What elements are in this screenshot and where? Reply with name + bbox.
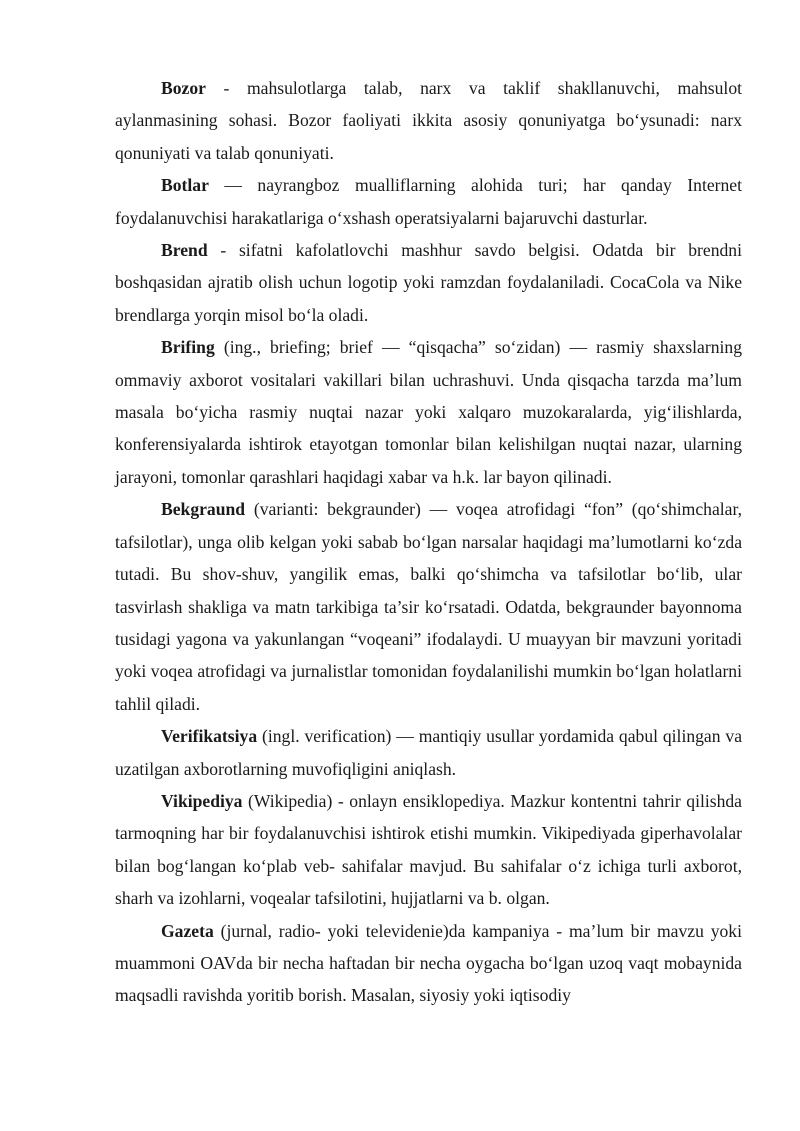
term-brend: Brend: [161, 240, 208, 261]
definition-botlar: — nayrangboz mualliflarning alohida turi; har qanday Internet foydalanuvchisi harakatlariga o‘xshash operatsiyalarni bajaruvchi dasturlar.: [115, 175, 742, 228]
term-bozor: Bozor: [161, 78, 206, 98]
glossary-entry-bozor: [115, 72, 742, 169]
definition-vikipediya: (Wikipedia) - onlayn ensiklopediya. Mazkur kontentni tahrir qilishda tarmoqning har bir foydalanuvchisi ishtirok etishi mumkin. Vikipediyada giperhavolalar bilan bog‘langan ko‘plab veb- sahifalar mavjud. Bu sahifalar o‘z ichiga turli axborot, sharh va izohlarni, voqealar tafsilotini, hujjatlarni va b. olgan.: [115, 790, 742, 909]
glossary-entry-gazeta: [115, 915, 742, 1012]
definition-verifikatsiya: (ingl. verification) — mantiqiy usullar yordamida qabul qilingan va uzatilgan axborotlarning muvofiqligini aniqlash.: [115, 726, 742, 779]
term-vikipediya: Vikipediya: [161, 790, 243, 811]
definition-brifing: (ing., briefing; brief — “qisqacha” so‘zidan) — rasmiy shaxslarning ommaviy axborot vositalari vakillari bilan uchrashuvi. Unda qisqacha tarzda ma’lum masala bo‘yicha rasmiy nuqtai nazar yoki xalqaro muzokaralarda, yig‘ilishlarda, konferensiyalarda ishtirok etayotgan tomonlar bilan kelishilgan nuqtai nazar, ularning jarayoni, tomonlar qarashlari haqidagi xabar va h.k. lar bayon qilinadi.: [115, 337, 742, 487]
glossary-entry-botlar: [115, 169, 742, 234]
definition-brend: - sifatni kafolatlovchi mashhur savdo belgisi. Odatda bir brendni boshqasidan ajratib olish uchun logotip yoki ramzdan foydalaniladi. CocaCola va Nike brendlarga yorqin misol bo‘la oladi.: [115, 240, 742, 325]
term-botlar: Botlar: [161, 175, 209, 196]
glossary-entry-bekgraund: [115, 493, 742, 720]
term-bekgraund: Bekgraund: [161, 499, 246, 520]
definition-bozor: - mahsulotlarga talab, narx va taklif shakllanuvchi, mahsulot aylanmasining sohasi. Bozor faoliyati ikkita asosiy qonuniyatga bo‘ysunadi: narx qonuniyati va talab qonuniyati.: [115, 78, 742, 163]
term-verifikatsiya: Verifikatsiya: [161, 726, 258, 747]
glossary-entry-brifing: [115, 331, 742, 493]
document-page: [115, 72, 742, 1012]
definition-bekgraund: (varianti: bekgraunder) — voqea atrofidagi “fon” (qo‘shimchalar, tafsilotlar), unga olib kelgan yoki sabab bo‘lgan narsalar haqidagi ma’lumotlarni ko‘zda tutadi. Bu shov-shuv, yangilik emas, balki qo‘shimcha va tafsilotlar bo‘lib, ular tasvirlash shakliga va matn tarkibiga ta’sir ko‘rsatadi. Odatda, bekgraunder bayonnoma tusidagi yagona va yakunlangan “voqeani” ifodalaydi. U muayyan bir mavzuni yoritadi yoki voqea atrofidagi va jurnalistlar tomonidan foydalanilishi mumkin bo‘lgan holatlarni tahlil qiladi.: [115, 499, 742, 714]
glossary-entry-verifikatsiya: [115, 720, 742, 785]
definition-gazeta: (jurnal, radio- yoki televidenie)da kampaniya - ma’lum bir mavzu yoki muammoni OAVda bir necha haftadan bir necha oygacha bo‘lgan uzoq vaqt mobaynida maqsadli ravishda yoritib borish. Masalan, siyosiy yoki iqtisodiy: [115, 920, 742, 1006]
glossary-entry-vikipediya: [115, 785, 742, 915]
term-brifing: Brifing: [161, 337, 215, 358]
term-gazeta: Gazeta: [161, 920, 214, 941]
glossary-entry-brend: [115, 234, 742, 331]
